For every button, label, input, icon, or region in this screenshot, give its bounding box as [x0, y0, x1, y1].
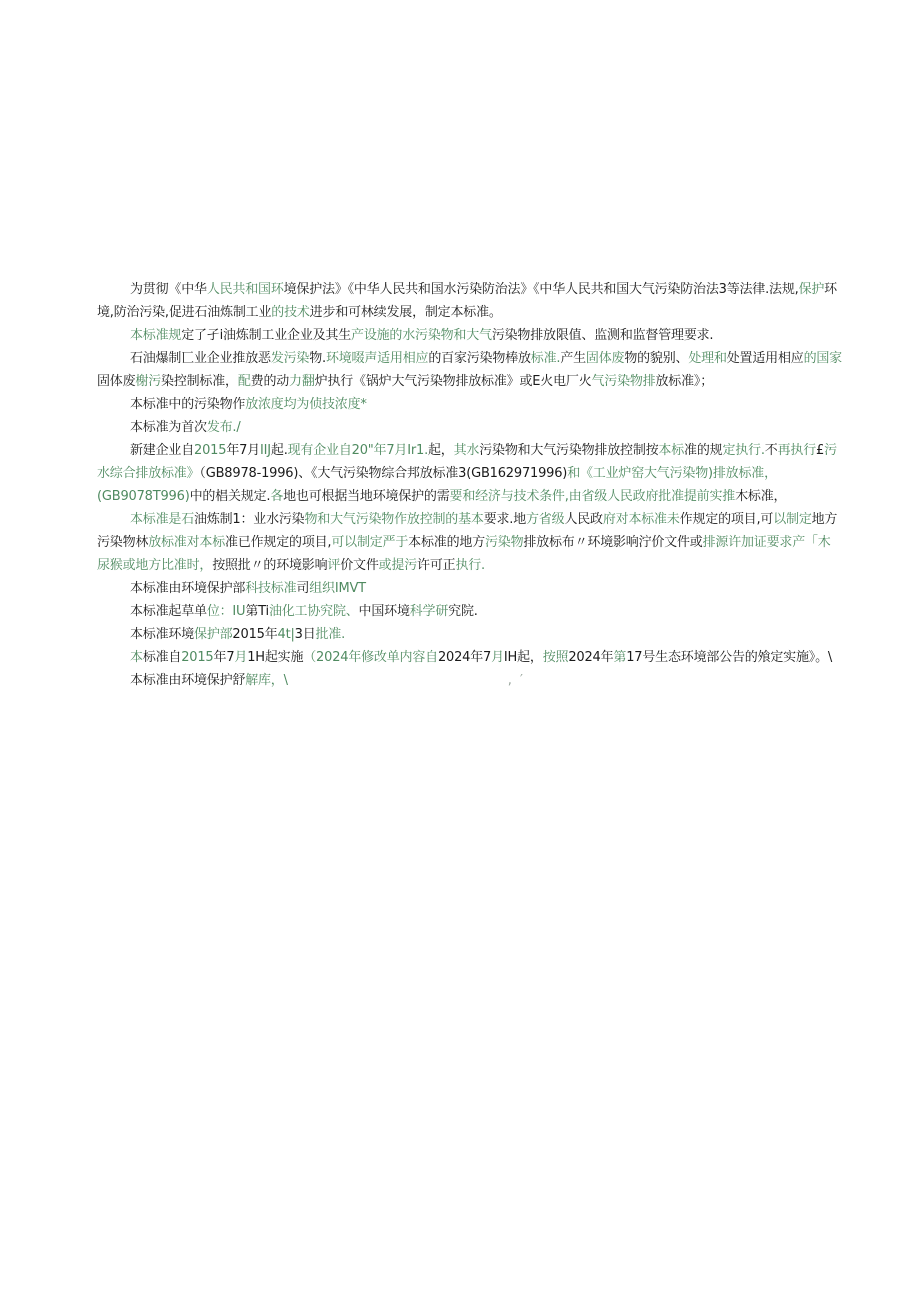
- text-run: 污水综合排放标准》: [97, 443, 837, 481]
- text-run: 木: [735, 489, 748, 504]
- text-run: 各: [270, 489, 284, 504]
- text-run: 第: [613, 650, 627, 665]
- text-run: 要和经济与技术条件,由省级人民政府批准提前实推: [449, 489, 736, 504]
- text-run: 本标: [658, 443, 685, 458]
- text-run: 科学研: [409, 604, 449, 619]
- text-run: 「木尿猴或地方比准时，: [97, 535, 831, 573]
- document-paragraph: [97, 393, 842, 416]
- text-run: 炉窑大气污染物)排放标准，: [618, 466, 777, 481]
- text-run: 解库，\: [245, 673, 288, 688]
- text-run: 准的规: [684, 443, 723, 458]
- text-run: 准已作规定的项目,: [225, 535, 332, 550]
- text-run: 3日: [294, 627, 316, 642]
- text-run: 不: [764, 443, 778, 458]
- text-run: 保护: [798, 282, 825, 297]
- text-run: 力翻: [289, 374, 315, 389]
- text-run: 年7: [213, 650, 235, 665]
- text-run: 标准，: [747, 489, 787, 504]
- text-run: 人民政: [564, 512, 603, 527]
- text-run: 地也可根据当地环境保护的需: [283, 489, 450, 504]
- text-run: 为贯彻《中华: [130, 282, 207, 297]
- text-run: 评: [327, 558, 341, 573]
- document-paragraph: [97, 347, 842, 393]
- text-run: 炉执行《锅炉大气污染物排放标准》或E火电厂火: [314, 374, 592, 389]
- text-run: 第Ti: [245, 604, 269, 619]
- document-paragraph: [97, 669, 842, 692]
- text-run: （2024年修改单内容自: [303, 650, 438, 665]
- trailing-marks: , ′: [507, 673, 526, 688]
- document-paragraph: [97, 577, 842, 600]
- text-run: 环境,防治污染,促进石油炼制工业: [97, 282, 837, 320]
- text-run: 科技标准: [245, 581, 297, 596]
- text-run: 发布./: [206, 420, 241, 435]
- document-paragraph: [97, 324, 842, 347]
- text-run: 要求.地: [483, 512, 527, 527]
- text-run: 染控制标准，: [161, 374, 238, 389]
- text-run: 17号生态环境部公告的飧定实施》。\: [626, 650, 833, 665]
- text-run: 地方污染物林: [97, 512, 838, 550]
- text-run: 放标准: [148, 535, 187, 550]
- text-run: 中的椙关规定.: [189, 489, 271, 504]
- text-run: 本标准起草单: [130, 604, 207, 619]
- text-run: 固体废: [97, 374, 136, 389]
- text-run: IH起，: [503, 650, 543, 665]
- text-run: 产生: [560, 351, 586, 366]
- text-run: 油炼制1：业水污染: [194, 512, 305, 527]
- text-run: 本标准为首次: [130, 420, 207, 435]
- text-run: 执行.: [455, 558, 485, 573]
- text-run: (GB9078T996): [97, 489, 190, 504]
- document-paragraph: [97, 623, 842, 646]
- text-run: 物.: [309, 351, 326, 366]
- text-run: 2015: [181, 650, 214, 665]
- text-run: 和《工业: [567, 466, 619, 481]
- text-run: 或提污: [378, 558, 418, 573]
- text-run: 本: [130, 650, 143, 665]
- text-run: 境保护法》《中华人民共和国水污染防治法》《中华人民共和国大气污染防治法3等法律.法规,: [283, 282, 799, 297]
- text-run: 月: [491, 650, 504, 665]
- text-run: 排放标布〃环境影响泞价文件或: [523, 535, 703, 550]
- text-run: 进步和可林续发展，制定本标准。: [309, 305, 502, 320]
- text-run: 本标准由环境保护舒: [130, 673, 246, 688]
- text-run: 2024年7: [437, 650, 492, 665]
- text-run: 新建企业自: [130, 443, 195, 458]
- text-run: 发污染: [270, 351, 310, 366]
- text-run: 本标准环境: [130, 627, 195, 642]
- text-run: 2015年: [232, 627, 278, 642]
- text-run: 价文件: [340, 558, 379, 573]
- text-run: 再执行: [777, 443, 816, 458]
- text-run: 污染物排放限值、监测和监督管理要求.: [491, 328, 714, 343]
- text-run: 气污染物排: [591, 374, 656, 389]
- text-run: 国家: [816, 351, 842, 366]
- text-run: 作规定的项目,可: [679, 512, 774, 527]
- text-run: 组织IMVT: [309, 581, 366, 596]
- text-run: 标准.: [530, 351, 561, 366]
- text-run: 处置适用相应: [726, 351, 804, 366]
- text-run: 环境啜声适用相应: [325, 351, 429, 366]
- text-run: 方省级: [526, 512, 565, 527]
- text-run: 处理和: [688, 351, 727, 366]
- text-run: 本标准是石: [130, 512, 195, 527]
- text-run: 本标准由环境保护部: [130, 581, 246, 596]
- text-run: 位：IU: [206, 604, 246, 619]
- text-run: 府对本标准未: [602, 512, 680, 527]
- document-paragraph: [97, 439, 842, 508]
- document-body: [97, 278, 842, 692]
- text-run: 石油爆制匸业企业推放恶: [130, 351, 271, 366]
- text-run: 放浓度均为侦技浓度*: [245, 397, 367, 412]
- text-run: 的百家污染物棒放: [428, 351, 531, 366]
- text-run: 4t|: [277, 627, 295, 642]
- text-run: 许可正: [417, 558, 456, 573]
- text-run: 批准.: [315, 627, 346, 642]
- text-run: 月: [234, 650, 248, 665]
- text-run: 标准自: [142, 650, 182, 665]
- text-run: 年7月: [226, 443, 260, 458]
- document-paragraph: [97, 278, 842, 324]
- text-run: 定执行.: [722, 443, 765, 458]
- text-run: 的技术: [271, 305, 310, 320]
- text-run: 究院.: [448, 604, 478, 619]
- document-paragraph: [97, 508, 842, 577]
- text-run: 起.: [270, 443, 288, 458]
- text-run: 1H起实施: [247, 650, 304, 665]
- text-run: 人民共和国环: [206, 282, 284, 297]
- text-run: 油化工协究院、: [268, 604, 359, 619]
- text-run: 物和大气污染物作放控制的基本: [304, 512, 484, 527]
- text-run: 按照批〃的环境影响: [212, 558, 328, 573]
- text-run: 费的动: [250, 374, 290, 389]
- text-run: 本标准规: [130, 328, 182, 343]
- text-run: （GB8978-1996)、《大气污染物综合邦放标准3(GB162971996): [199, 466, 568, 481]
- text-run: 本标准中的污染物作: [130, 397, 246, 412]
- text-run: 保护部: [194, 627, 233, 642]
- text-run: 可以制定严于: [331, 535, 409, 550]
- text-run: 本标准的地方: [408, 535, 485, 550]
- document-paragraph: [97, 646, 842, 669]
- text-run: 司: [296, 581, 310, 596]
- text-run: 其水: [453, 443, 480, 458]
- text-run: 对本标: [186, 535, 226, 550]
- text-run: 中国环境: [358, 604, 410, 619]
- text-run: 的: [803, 351, 817, 366]
- text-run: 2024年: [568, 650, 614, 665]
- text-run: 固体废: [585, 351, 625, 366]
- text-run: 排源许加证要求产: [702, 535, 805, 550]
- text-run: £: [816, 443, 825, 458]
- text-run: 起，: [428, 443, 454, 458]
- text-run: 污染物和大气污染物排放控制按: [479, 443, 659, 458]
- text-run: 以制定: [773, 512, 812, 527]
- text-run: 榭污: [135, 374, 162, 389]
- text-run: 2015: [194, 443, 227, 458]
- text-run: 物的貌别、: [624, 351, 689, 366]
- document-paragraph: [97, 600, 842, 623]
- document-paragraph: [97, 416, 842, 439]
- text-run: 按照: [542, 650, 569, 665]
- text-run: 现有企业自20"年7月Ir1.: [287, 443, 428, 458]
- text-run: 定了孑i油炼制工业企业及其生: [181, 328, 352, 343]
- text-run: IIJ: [259, 443, 271, 458]
- text-run: 污染物: [484, 535, 524, 550]
- text-run: 产设施的水污染物和大气: [351, 328, 492, 343]
- text-run: 放标准》；: [655, 374, 714, 389]
- text-run: 配: [237, 374, 251, 389]
